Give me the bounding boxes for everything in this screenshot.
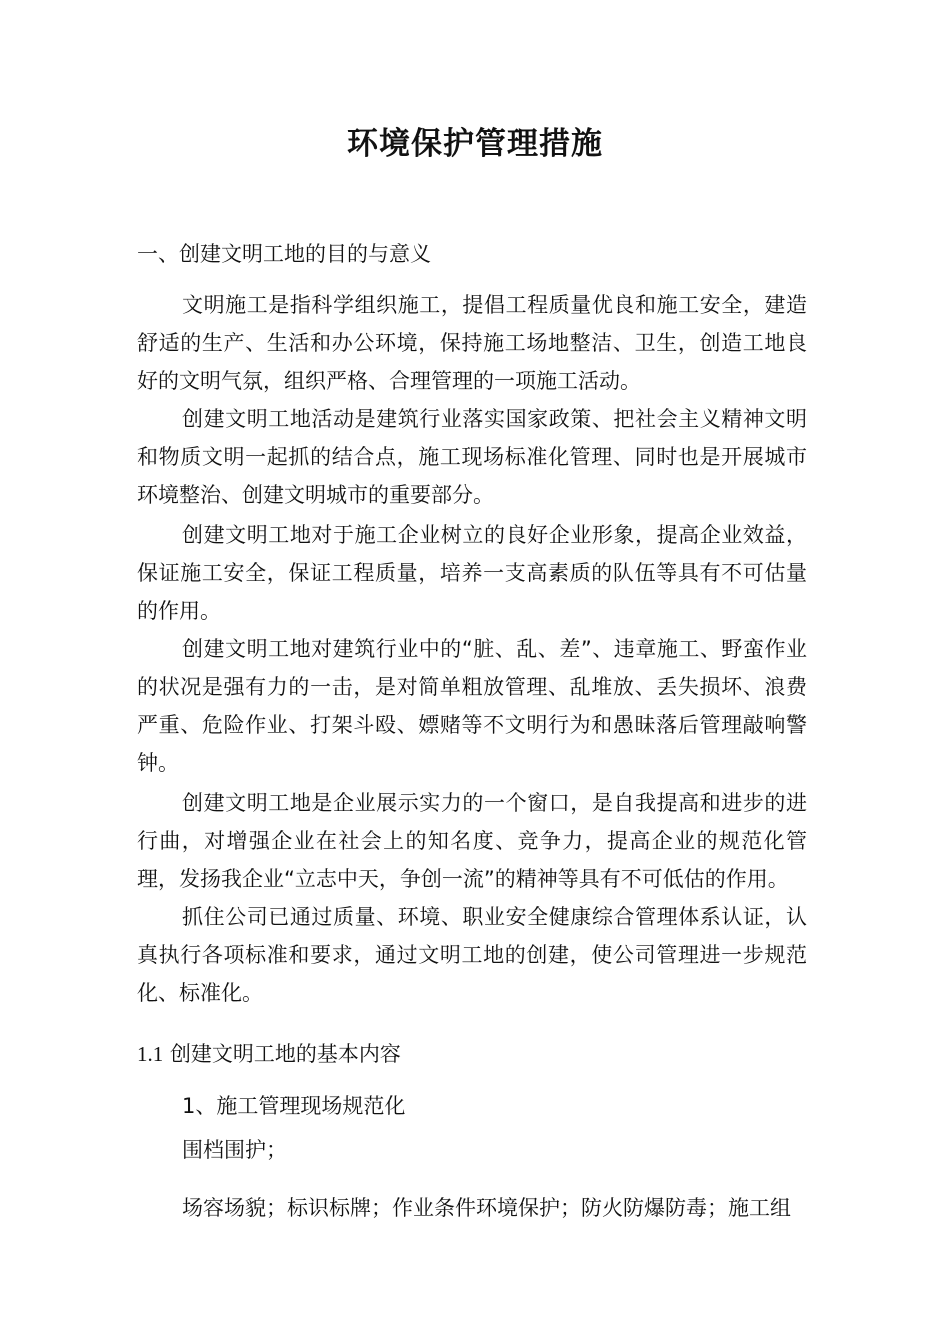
item-number: 1 bbox=[182, 1094, 196, 1118]
paragraph-2: 创建文明工地活动是建筑行业落实国家政策、把社会主义精神文明和物质文明一起抓的结合点，施工现场标准化管理、同时也是开展城市环境整治、创建文明城市的重要部分。 bbox=[137, 407, 807, 507]
paragraph-3: 创建文明工地对于施工企业树立的良好企业形象，提高企业效益，保证施工安全，保证工程质量，培养一支高素质的队伍等具有不可估量的作用。 bbox=[137, 523, 807, 623]
item-line-site: 场容场貌；标识标牌；作业条件环境保护；防火防爆防毒；施工组 bbox=[182, 1196, 791, 1220]
document-title: 环境保护管理措施 bbox=[347, 126, 603, 162]
item-line-fencing: 围档围护； bbox=[182, 1138, 287, 1162]
paragraph-5: 创建文明工地是企业展示实力的一个窗口，是自我提高和进步的进行曲，对增强企业在社会上的知名度、竞争力，提高企业的规范化管理，发扬我企业“立志中天，争创一流”的精神等具有不可低估的作用。 bbox=[137, 791, 807, 891]
subsection-heading bbox=[137, 1038, 401, 1070]
subsection-title: 创建文明工地的基本内容 bbox=[169, 1042, 401, 1066]
paragraph-6: 抓住公司已通过质量、环境、职业安全健康综合管理体系认证，认真执行各项标准和要求，通过文明工地的创建，使公司管理进一步规范化、标准化。 bbox=[137, 905, 807, 1005]
item-heading bbox=[182, 1090, 405, 1122]
subsection-number: 1.1 bbox=[137, 1042, 164, 1066]
paragraph-4: 创建文明工地对建筑行业中的“脏、乱、差”、违章施工、野蛮作业的状况是强有力的一击，是对简单粗放管理、乱堆放、丢失损坏、浪费严重、危险作业、打架斗殴、嫖赌等不文明行为和愚昧落后管理敲响警钟。 bbox=[137, 637, 807, 775]
section-heading: 一、创建文明工地的目的与意义 bbox=[137, 242, 431, 266]
paragraph-1: 文明施工是指科学组织施工，提倡工程质量优良和施工安全，建造舒适的生产、生活和办公环境，保持施工场地整洁、卫生，创造工地良好的文明气氛，组织严格、合理管理的一项施工活动。 bbox=[137, 293, 807, 393]
item-title: 、施工管理现场规范化 bbox=[195, 1094, 406, 1118]
